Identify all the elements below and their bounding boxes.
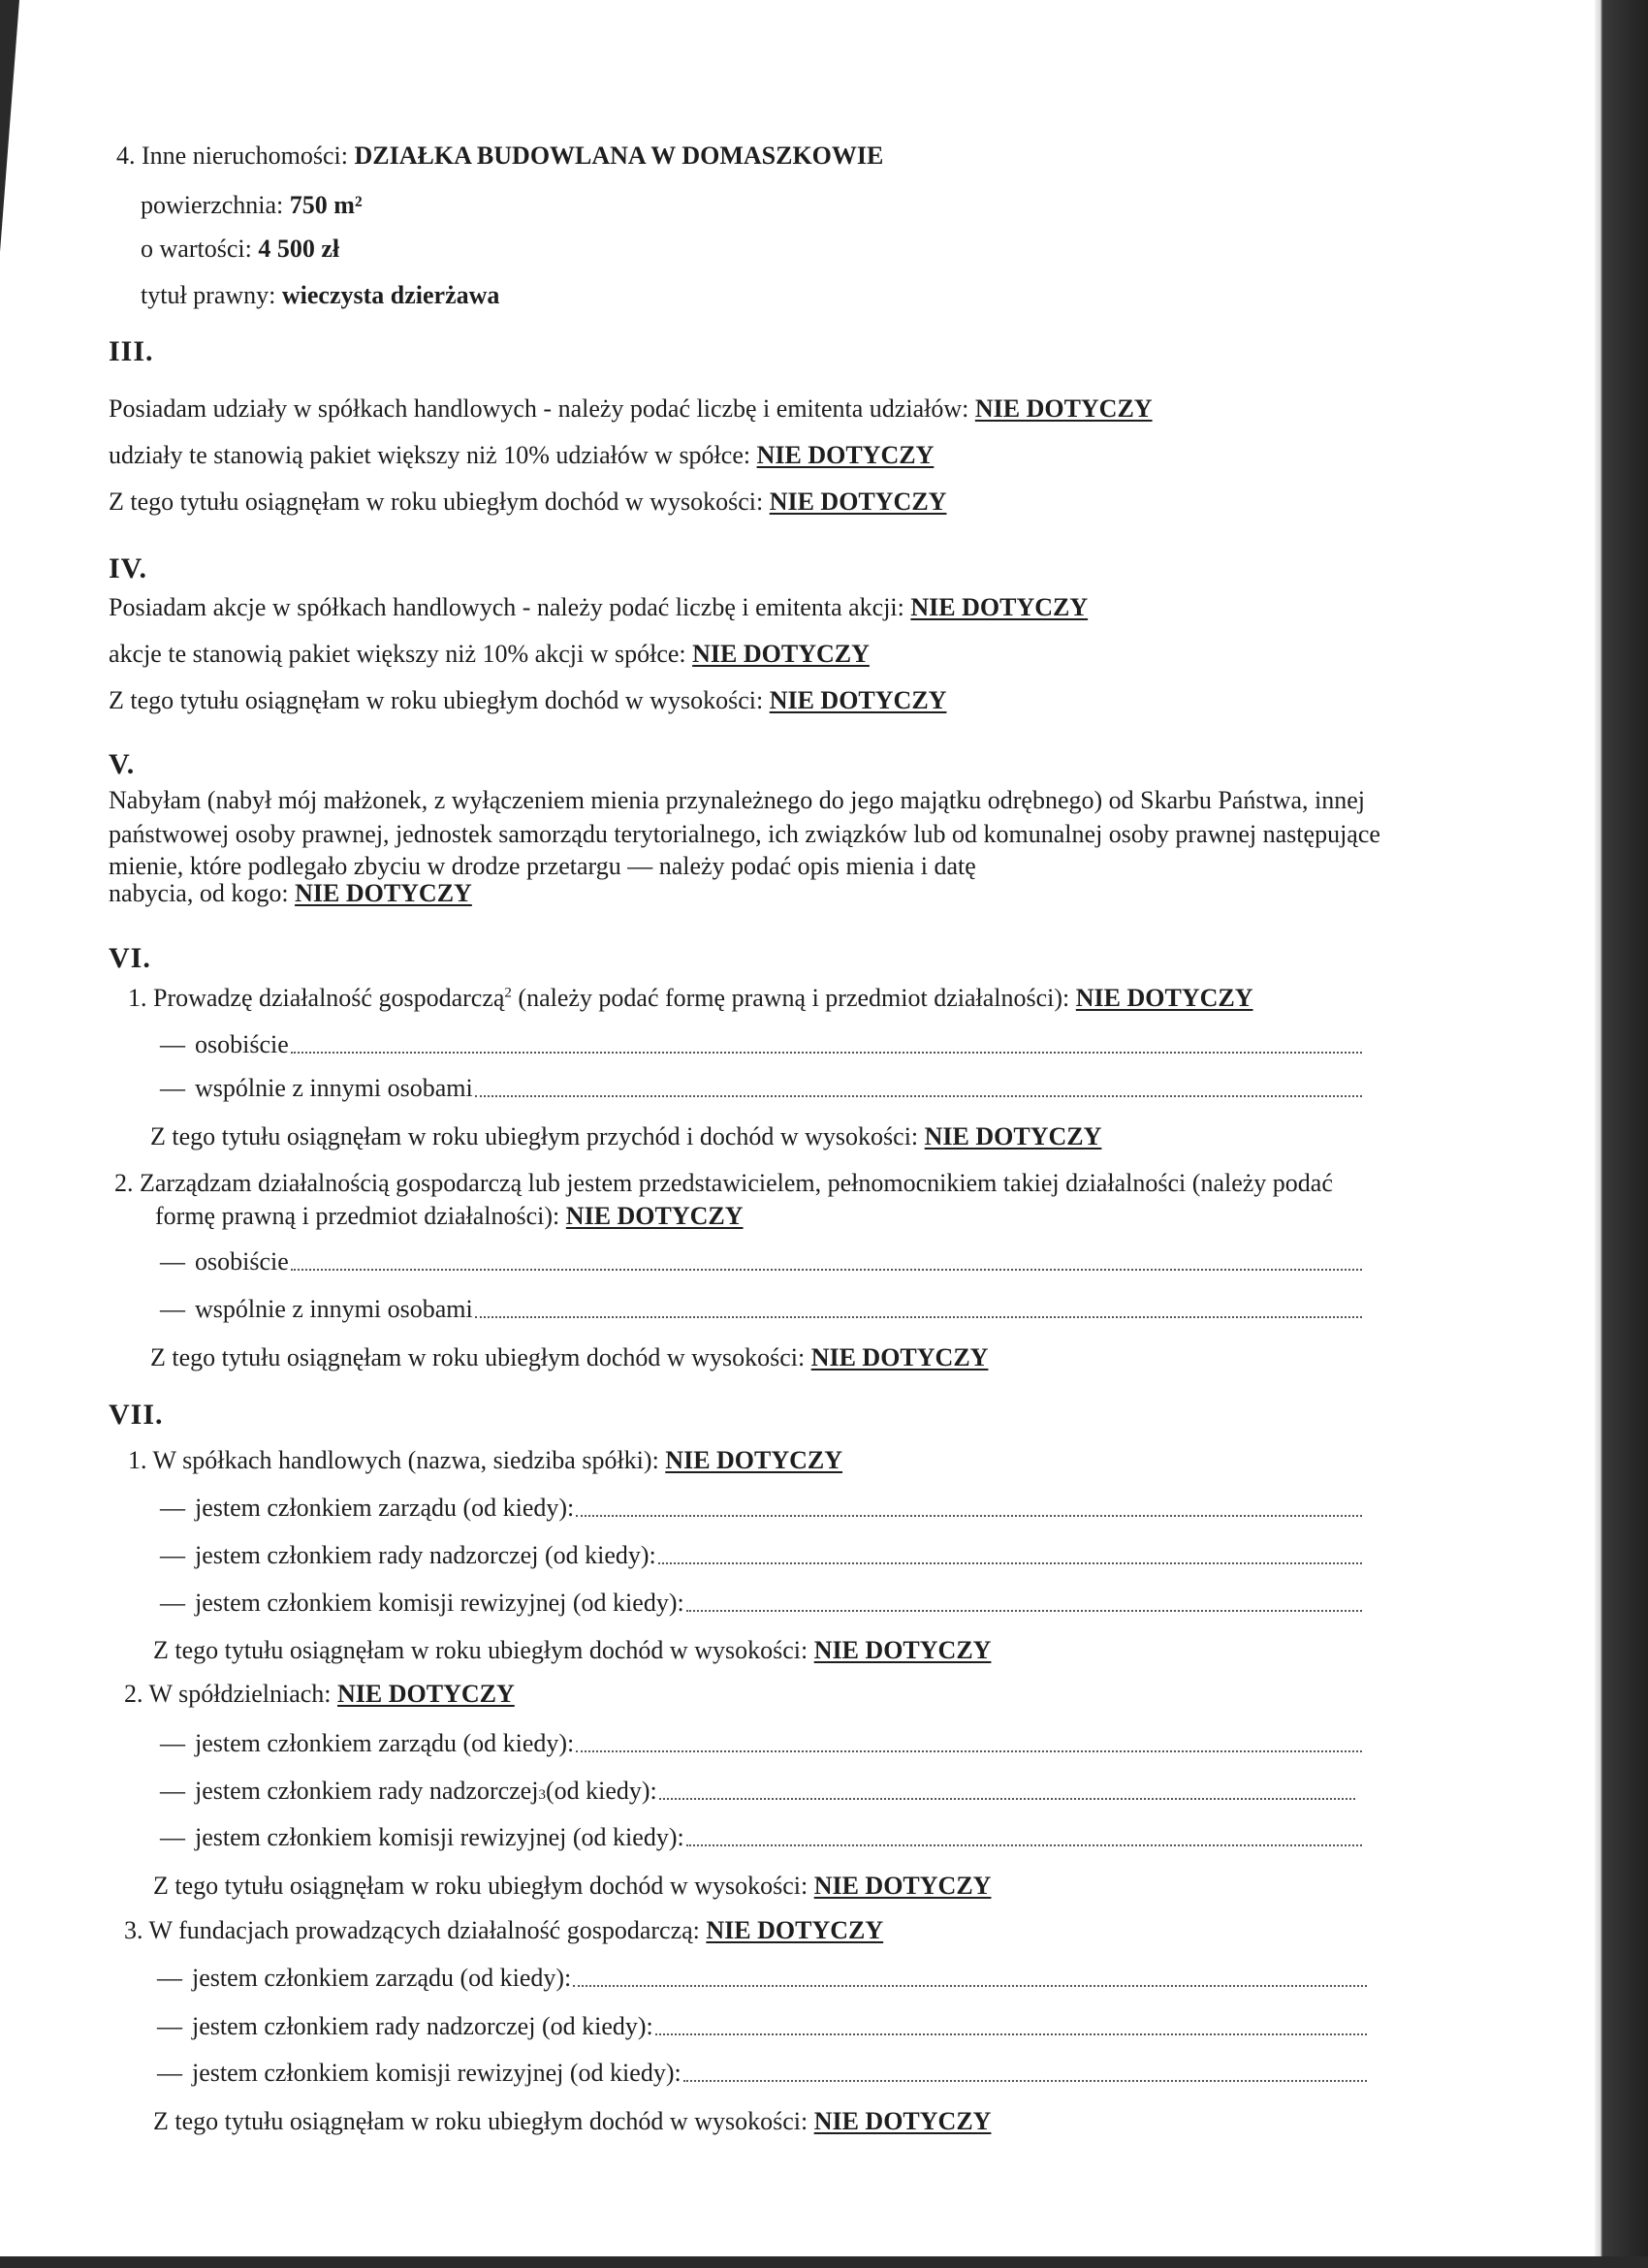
foundation-audit-row: — jestem członkiem komisji rewizyjnej (od kiedy): (157, 2059, 1367, 2088)
cooperative-income-line: Z tego tytułu osiągnęłam w roku ubiegłym dochód w wysokości: NIE DOTYCZY (153, 1872, 992, 1900)
foundations-line: 3. W fundacjach prowadzących działalność gospodarczą: NIE DOTYCZY (124, 1916, 884, 1944)
stocks-income-line: Z tego tytułu osiągnęłam w roku ubiegłym dochód w wysokości: NIE DOTYCZY (109, 686, 947, 714)
fill-dots (291, 1052, 1362, 1054)
fill-dots (573, 1985, 1367, 1987)
legal-title-line: tytuł prawny: wieczysta dzierżawa (141, 281, 500, 309)
business-joint-row: — wspólnie z innymi osobami (160, 1074, 1362, 1103)
cooperative-board-row: — jestem członkiem zarządu (od kiedy): (160, 1729, 1362, 1758)
foundation-income-line: Z tego tytułu osiągnęłam w roku ubiegłym dochód w wysokości: NIE DOTYCZY (153, 2107, 992, 2135)
business-activity-line: 1. Prowadzę działalność gospodarczą$^2$ (należy podać formę prawną i przedmiot działalności): NIE DOTYCZY (128, 984, 1253, 1012)
shares-income-line: Z tego tytułu osiągnęłam w roku ubiegłym dochód w wysokości: NIE DOTYCZY (109, 488, 947, 516)
section-heading-vi: VI. (109, 942, 151, 974)
fill-dots (655, 2033, 1367, 2035)
management-personal-row: — osobiście (160, 1247, 1362, 1276)
commercial-supervisory-row: — jestem członkiem rady nadzorczej (od kiedy): (160, 1541, 1362, 1570)
management-joint-row: — wspólnie z innymi osobami (160, 1295, 1362, 1324)
value-line: o wartości: 4 500 zł (141, 235, 340, 263)
fill-dots (659, 1798, 1355, 1800)
section-heading-vii: VII. (109, 1399, 164, 1431)
fill-dots (291, 1269, 1362, 1271)
management-line-2: formę prawną i przedmiot działalności): NIE DOTYCZY (155, 1202, 744, 1230)
management-income-line: Z tego tytułu osiągnęłam w roku ubiegłym dochód w wysokości: NIE DOTYCZY (150, 1343, 989, 1371)
fill-dots (686, 1610, 1362, 1612)
fill-dots (686, 1844, 1362, 1846)
acquisition-line-1: Nabyłam (nabył mój małżonek, z wyłączeniem mienia przynależnego do jego majątku odrębnego) od Skarbu Państwa, innej (109, 786, 1365, 814)
management-line-1: 2. Zarządzam działalnością gospodarczą lub jestem przedstawicielem, pełnomocnikiem takiej działalności (należy podać (114, 1169, 1333, 1197)
commercial-board-row: — jestem członkiem zarządu (od kiedy): (160, 1494, 1362, 1523)
cooperative-audit-row: — jestem członkiem komisji rewizyjnej (od kiedy): (160, 1823, 1362, 1852)
fill-dots (576, 1750, 1362, 1752)
commercial-audit-row: — jestem członkiem komisji rewizyjnej (od kiedy): (160, 1589, 1362, 1618)
section-heading-iv: IV. (109, 552, 147, 584)
fill-dots (475, 1095, 1362, 1097)
section-heading-v: V. (109, 748, 136, 780)
other-real-estate: 4. Inne nieruchomości: DZIAŁKA BUDOWLANA W DOMASZKOWIE (116, 142, 884, 170)
fill-dots (475, 1316, 1362, 1318)
stocks-line: Posiadam akcje w spółkach handlowych - należy podać liczbę i emitenta akcji: NIE DOTYCZY (109, 593, 1089, 621)
fill-dots (658, 1562, 1362, 1564)
commercial-companies-line: 1. W spółkach handlowych (nazwa, siedziba spółki): NIE DOTYCZY (128, 1446, 843, 1474)
shares-percent-line: udziały te stanowią pakiet większy niż 10% udziałów w spółce: NIE DOTYCZY (109, 441, 935, 469)
cooperatives-line: 2. W spółdzielniach: NIE DOTYCZY (124, 1680, 515, 1708)
business-income-line: Z tego tytułu osiągnęłam w roku ubiegłym przychód i dochód w wysokości: NIE DOTYCZY (150, 1122, 1102, 1150)
section-heading-iii: III. (109, 335, 154, 367)
stocks-percent-line: akcje te stanowią pakiet większy niż 10% akcji w spółce: NIE DOTYCZY (109, 640, 870, 668)
cooperative-supervisory-row: — jestem członkiem rady nadzorczej 3 (od kiedy): (160, 1777, 1355, 1806)
acquisition-line-3: mienie, które podlegało zbyciu w drodze przetargu — należy podać opis mienia i datę (109, 852, 976, 880)
commercial-income-line: Z tego tytułu osiągnęłam w roku ubiegłym dochód w wysokości: NIE DOTYCZY (153, 1636, 992, 1664)
acquisition-line-2: państwowej osoby prawnej, jednostek samorządu terytorialnego, ich związków lub od komunalnej osoby prawnej następujące (109, 820, 1380, 848)
foundation-board-row: — jestem członkiem zarządu (od kiedy): (157, 1964, 1367, 1993)
shares-line: Posiadam udziały w spółkach handlowych - należy podać liczbę i emitenta udziałów: NIE DOTYCZY (109, 394, 1153, 423)
acquisition-line-4: nabycia, od kogo: NIE DOTYCZY (109, 879, 472, 907)
business-personal-row: — osobiście (160, 1030, 1362, 1059)
scan-edge-right (1595, 0, 1648, 2268)
fill-dots (683, 2080, 1367, 2082)
foundation-supervisory-row: — jestem członkiem rady nadzorczej (od kiedy): (157, 2012, 1367, 2041)
fill-dots (576, 1515, 1362, 1517)
area-line: powierzchnia: 750 m² (141, 191, 363, 219)
